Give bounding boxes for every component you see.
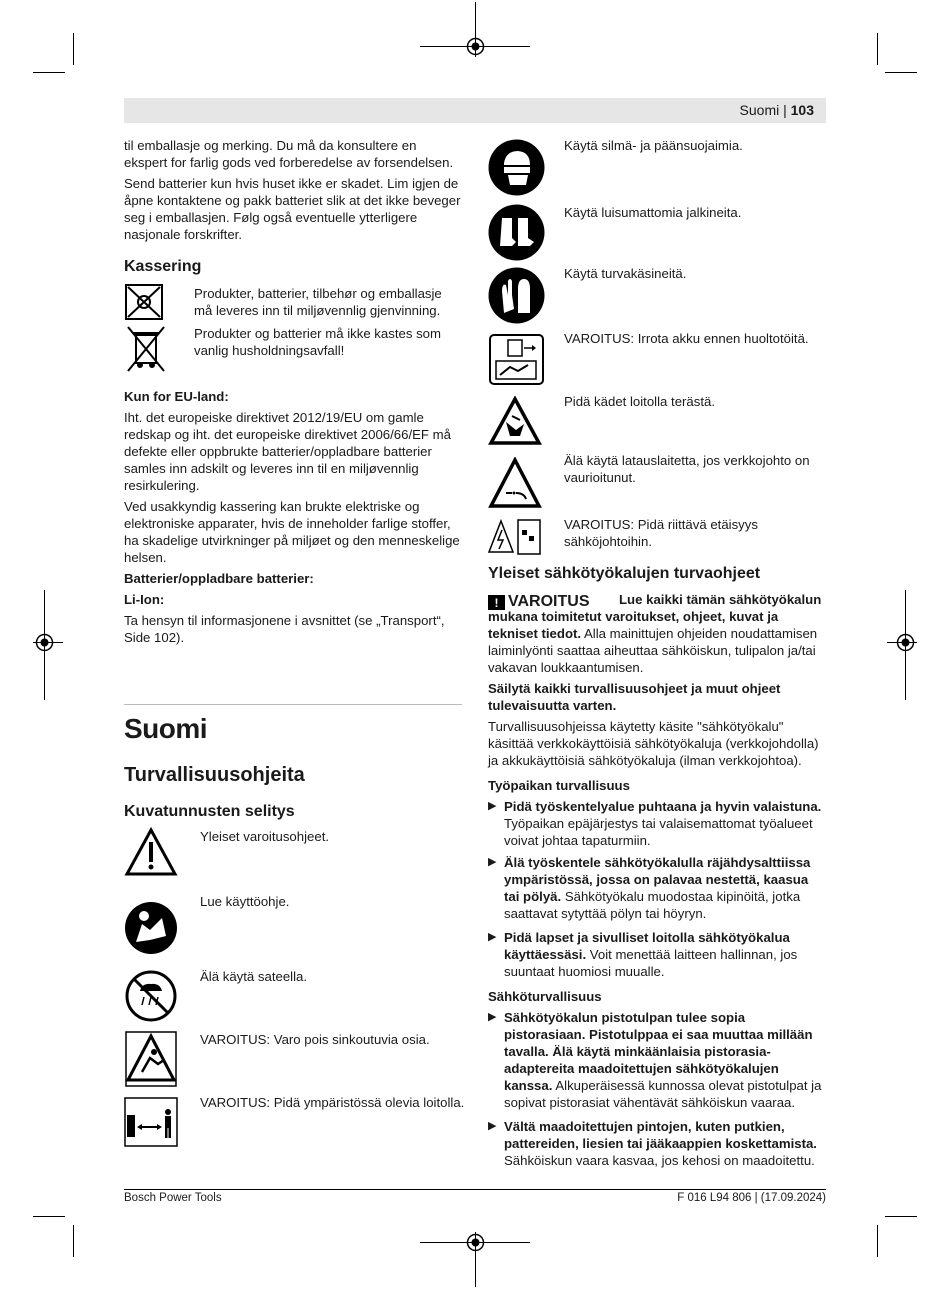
bullet-text: Alkuperäisessä kunnossa olevat pistotulpat ja sopivat pistorasiat vähentävät sähköiskun vaaraa. [504,1078,822,1110]
symbol-text-1: Yleiset varoitusohjeet. [200,829,330,844]
symbol-text-3: Älä käytä sateella. [200,969,308,984]
keep-hands-away-blade-icon [488,396,542,446]
registration-target-icon [465,36,486,57]
warning-text: Alla mainittujen ohjeiden noudattamisen laiminlyönti saattaa aiheuttaa sähköiskun, tulipalon ja/tai vakavan loukkaantumisen. [488,626,818,675]
crop-mark [885,1216,917,1217]
bullet-arrow-icon: ▶ [488,931,497,943]
registration-target-icon [34,632,55,653]
crop-mark [73,1225,74,1257]
flying-debris-warning-icon [124,1030,178,1088]
section-divider [124,704,462,705]
suomi-heading: Suomi [124,713,208,744]
recycle-bin-box-icon [124,283,164,321]
list-item [488,798,826,849]
footer-document-id: F 016 L94 806 | (17.09.2024) [677,1192,826,1204]
general-safety-heading: Yleiset sähkötyökalujen turvaohjeet [488,565,761,582]
intro-paragraph-1: til emballasje og merking. Du må da konsultere en ekspert for farlig gods ved forberedelse av forsendelsen. [124,138,454,170]
symbol-text-4: VAROITUS: Varo pois sinkoutuvia osia. [200,1032,430,1047]
warning-paragraph [488,591,826,676]
registration-target-icon [895,632,916,653]
bullet-text: Työpaikan epäjärjestys tai valaisemattomat työalueet voivat johtaa tapaturmiin. [504,816,813,848]
power-line-distance-icon [488,518,552,556]
kassering-text-2: Produkter og batterier må ikke kastes som vanlig husholdningsavfall! [194,326,442,358]
bullet-arrow-icon: ▶ [488,856,497,868]
eye-head-protection-icon [488,139,545,196]
work-area-heading: Työpaikan turvallisuus [488,778,630,793]
bullet-text: Sähkötyökalu muodostaa kipinöitä, jotka saattavat sytyttää pölyn tai höyryn. [504,889,801,921]
right-symbol-text-2: Käytä luisumattomia jalkineita. [564,205,742,220]
general-warning-icon [124,827,178,877]
eu-heading: Kun for EU-land: [124,389,229,404]
warning-label: VAROITUS [508,593,590,610]
right-symbol-text-4: VAROITUS: Irrota akku ennen huoltotöitä. [564,331,809,346]
crossed-out-bin-icon [124,323,168,375]
bullet-text: Voit menettää laitteen hallinnan, jos suuntaat huomiosi muualle. [504,947,798,979]
term-paragraph: Turvallisuusohjeissa käytetty käsite "sähkötyökalu" käsittää verkkokäyttöisiä sähkötyökaluja (verkkojohdolla) ja akkukäyttöisiä sähkötyökaluja (ilman verkkojohtoa). [488,719,819,768]
registration-target-icon [465,1232,486,1253]
right-column-text [488,591,826,796]
crop-mark [877,33,878,65]
bullet-bold: Pidä työskentelyalue puhtaana ja hyvin valaistuna. [504,799,822,814]
crop-mark [33,72,65,73]
symbols-heading: Kuvatunnusten selitys [124,803,295,820]
kassering-heading: Kassering [124,258,202,275]
right-symbol-text-5: Pidä kädet loitolla terästä. [564,394,716,409]
remove-battery-icon [488,333,545,386]
intro-paragraph-2: Send batterier kun hvis huset ikke er skadet. Lim igjen de åpne kontaktene og pakk batteriet slik at det ikke beveger seg i emballasjen. Følg også eventuelle ytterligere nasjonale forskrifter. [124,176,461,242]
left-column-top [124,137,462,247]
warning-bold: Lue kaikki tämän sähkötyökalun mukana toimitetut varoitukset, ohjeet, kuvat ja tekniset tiedot. [488,592,822,641]
protective-gloves-icon [488,267,545,324]
right-symbol-text-3: Käytä turvakäsineitä. [564,266,687,281]
keep-bystanders-away-icon [124,1097,178,1147]
footer-divider [124,1189,826,1190]
electrical-safety-heading: Sähköturvallisuus [488,989,602,1004]
bullet-bold: Pidä lapset ja sivulliset loitolla sähkötyökalua käyttäessäsi. [504,930,790,962]
no-rain-icon [124,969,178,1023]
right-symbol-text-7: VAROITUS: Pidä riittävä etäisyys sähköjohtoihin. [564,517,758,549]
page-header: Suomi | 103 [739,102,814,118]
safety-heading: Turvallisuusohjeita [124,764,305,786]
eu-paragraph-2: Ved usakkyndig kassering kan brukte elektriske og elektroniske apparater, hvis de inneholder farlige stoffer, ha skadelige utvirkninger på miljøet og den menneskelige helsen. [124,499,460,565]
list-item [488,854,826,922]
footer-brand: Bosch Power Tools [124,1192,222,1204]
page-number: 103 [790,102,814,118]
eu-section [124,388,462,650]
symbol-text-2: Lue käyttöohje. [200,894,290,909]
crop-mark [73,33,74,65]
bullet-arrow-icon: ▶ [488,800,497,812]
keep-instructions: Säilytä kaikki turvallisuusohjeet ja muut ohjeet tulevaisuutta varten. [488,681,781,713]
list-item [488,1118,826,1169]
bullet-bold: Vältä maadoitettujen pintojen, kuten putkien, pattereiden, liesien tai jääkaappien koskettamista. [504,1119,817,1151]
bullet-text: Sähköiskun vaara kasvaa, jos kehosi on maadoitettu. [504,1153,815,1168]
liion-heading: Li-Ion: [124,592,165,607]
warning-triangle-icon: ! [488,595,505,610]
list-item [488,1009,826,1111]
crop-mark [33,1216,65,1217]
list-item [488,929,826,980]
bullet-bold: Älä työskentele sähkötyökalulla räjähdysalttiissa ympäristössä, jossa on palavaa nestettä, kaasua tai pölyä. [504,855,811,904]
symbol-text-5: VAROITUS: Pidä ympäristössä olevia loitolla. [200,1095,465,1110]
liion-paragraph: Ta hensyn til informasjonene i avsnittet (se „Transport“, Side 102). [124,613,445,645]
safety-footwear-icon [488,204,545,261]
header-bar [124,98,826,123]
eu-paragraph-1: Iht. det europeiske direktivet 2012/19/EU om gamle redskap og iht. det europeiske direktivet 2006/66/EF må defekte eller oppbrukte batterier/oppladbare batterier samles inn adskilt og leveres inn til en miljøvennlig resirkulering. [124,410,451,493]
read-manual-icon [124,896,178,960]
bullet-bold: Sähkötyökalun pistotulpan tulee sopia pistorasiaan. Pistotulppaa ei saa muuttaa millään tavalla. Älä käytä minkäänlaisia pistorasia-adaptereita maadoitettujen sähkötyökalujen kanssa. [504,1010,813,1093]
right-symbol-text-6: Älä käytä latauslaitetta, jos verkkojohto on vaurioitunut. [564,453,810,485]
kassering-text-1: Produkter, batterier, tilbehør og emballasje må leveres inn til miljøvennlig gjenvinning. [194,286,442,318]
damaged-cable-warning-icon [488,457,542,509]
bullet-arrow-icon: ▶ [488,1120,497,1132]
batteries-heading: Batterier/oppladbare batterier: [124,571,314,586]
right-symbol-text-1: Käytä silmä- ja päänsuojaimia. [564,138,743,153]
bullet-arrow-icon: ▶ [488,1011,497,1023]
header-language: Suomi [739,102,780,118]
crop-mark [877,1225,878,1257]
crop-mark [885,72,917,73]
